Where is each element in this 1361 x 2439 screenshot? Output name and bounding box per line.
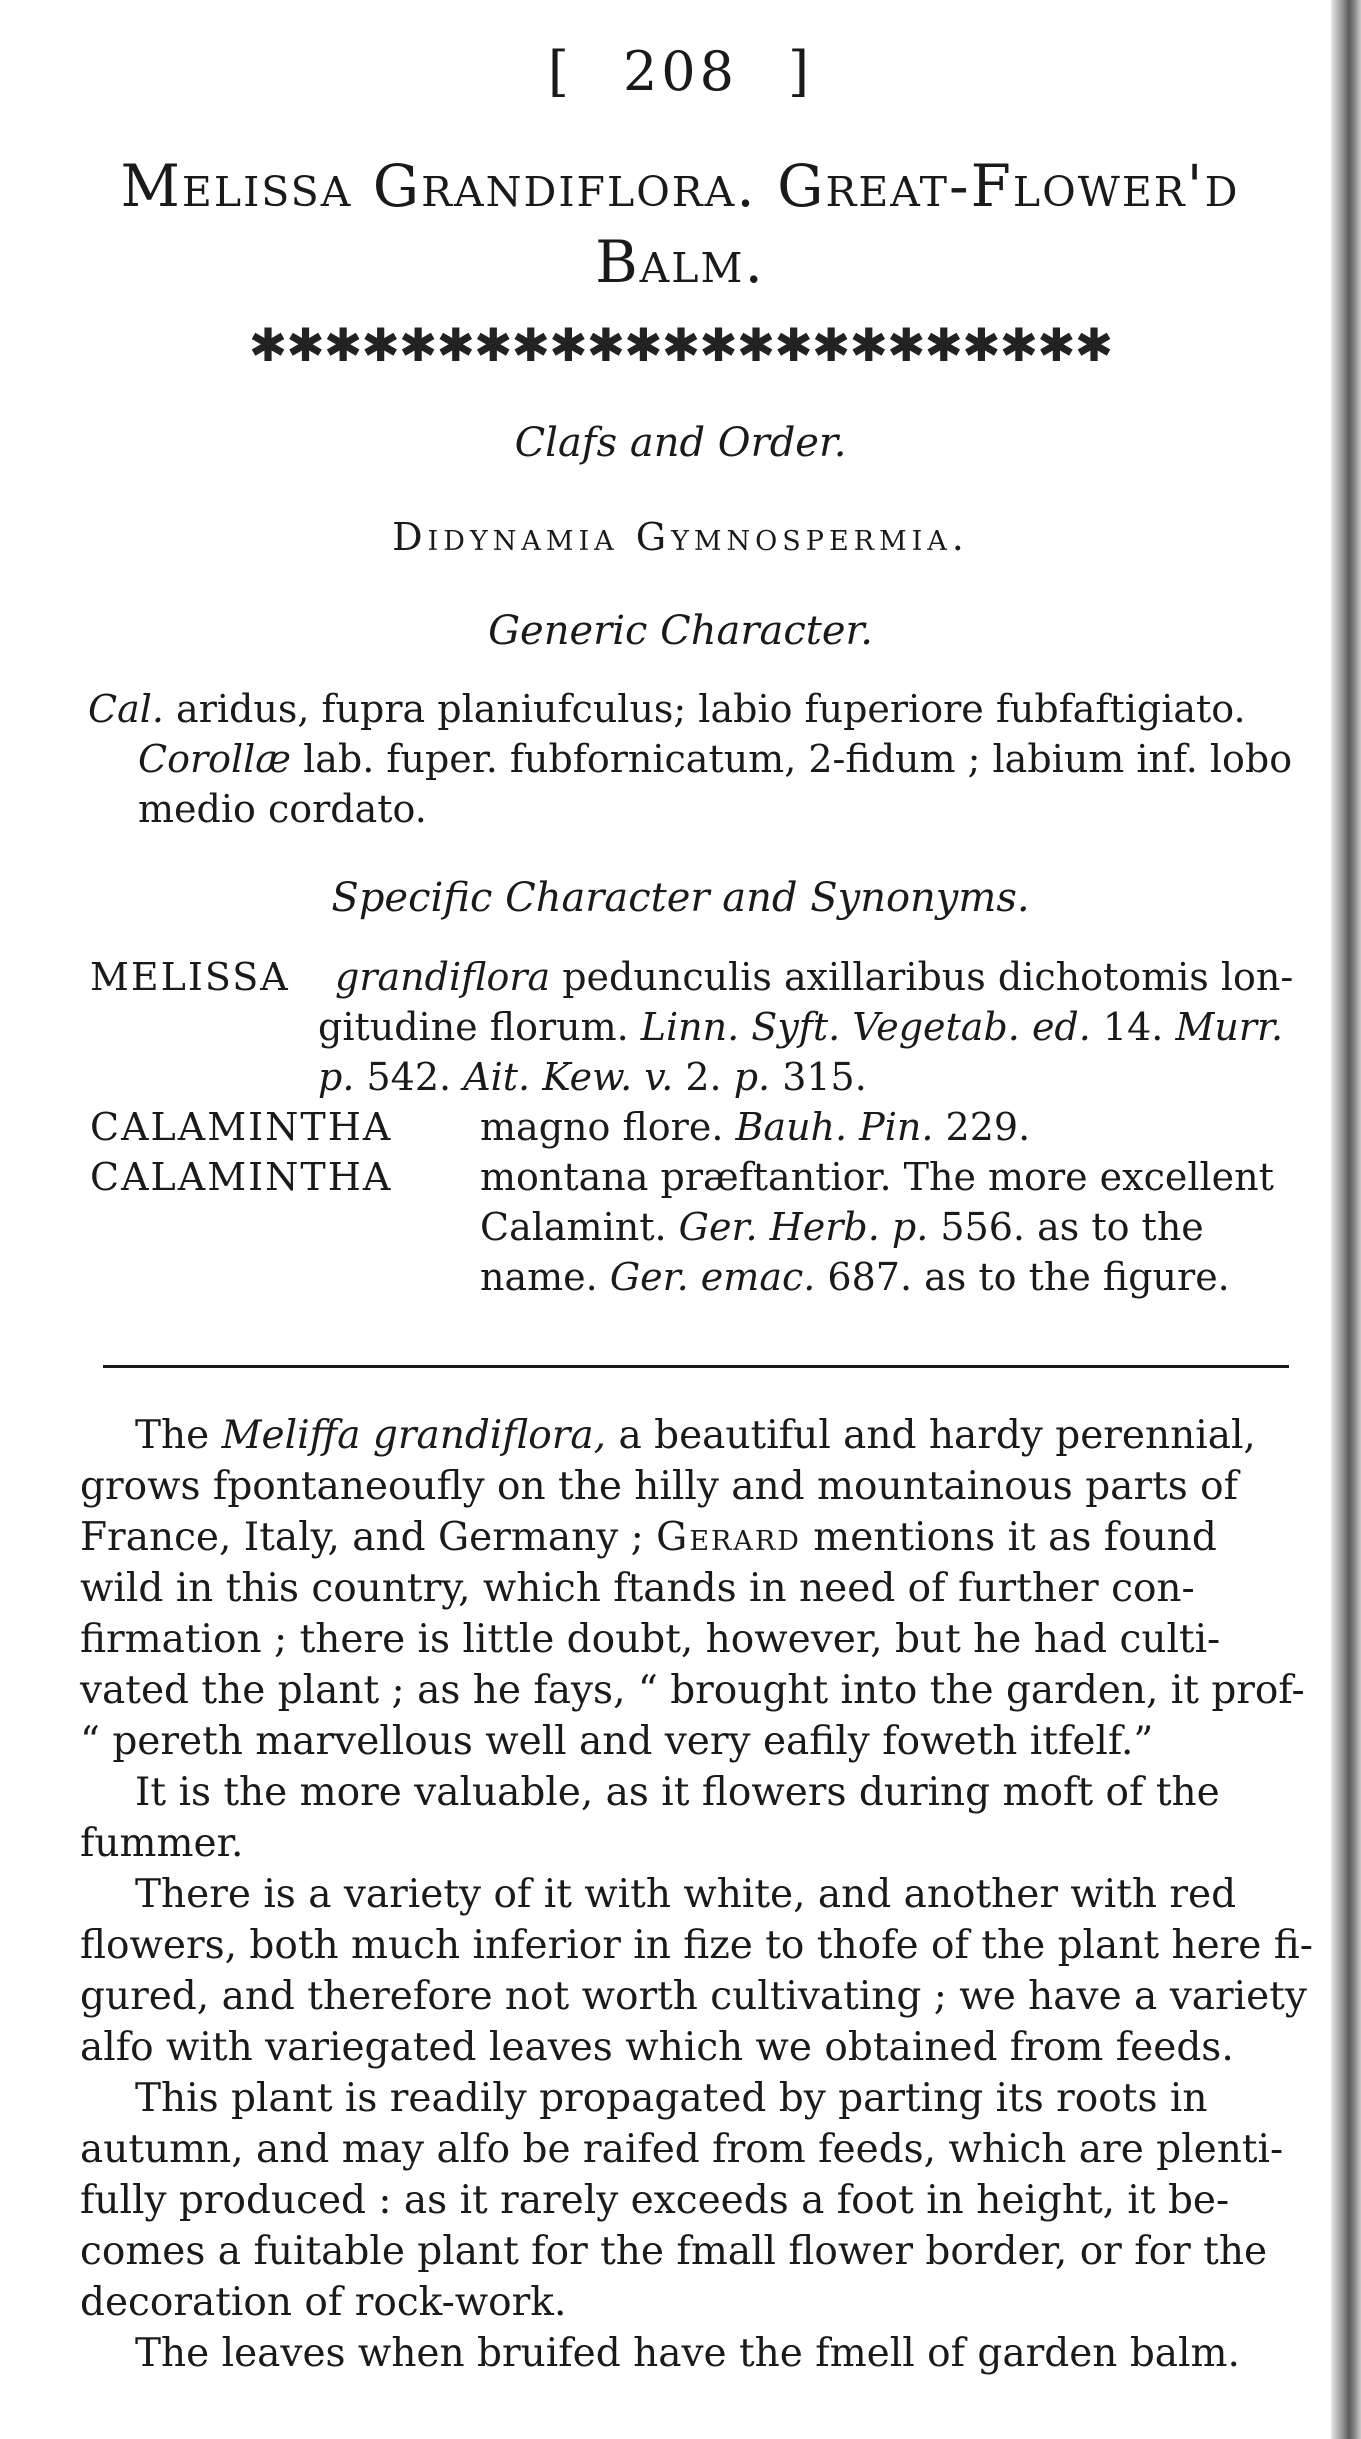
synonym-line [335, 952, 1293, 1002]
synonym-italic: Ger. emac. [609, 1255, 816, 1299]
body-line: flowers, both much inferior in fize to thofe of the plant here fi- [80, 1923, 1313, 1968]
specific-heading: Specific Character and Synonyms. [331, 875, 1030, 921]
page-number: 208 [622, 40, 739, 103]
body-line: grows fpontaneoufly on the hilly and mountainous parts of [80, 1464, 1239, 1509]
plant-title [60, 148, 1300, 300]
ornament-divider: ✱✱✱✱✱✱✱✱✱✱✱✱✱✱✱✱✱✱✱✱✱✱✱ [248, 318, 1113, 372]
body-line: alfo with variegated leaves which we obtained from feeds. [80, 2025, 1234, 2070]
class-order-value: Didynamia Gymnospermia. [392, 515, 969, 559]
synonym-text: pedunculis axillaribus dichotomis lon- [550, 955, 1294, 999]
body-line: There is a variety of it with white, and another with red [135, 1872, 1237, 1917]
body-line: fummer. [80, 1821, 244, 1866]
synonym-italic: Bauh. Pin. [735, 1105, 934, 1149]
generic-line: medio cordato. [138, 787, 427, 831]
description-text [80, 1410, 1313, 2379]
body-line: The leaves when bruifed have the fmell of garden balm. [135, 2331, 1240, 2376]
synonym-italic: p. [318, 1055, 355, 1099]
generic-line [88, 734, 1308, 784]
synonym-entry [90, 952, 1294, 1099]
body-text: mentions it as found [800, 1515, 1217, 1560]
synonym-text: gitudine florum. [318, 1005, 641, 1049]
body-line: vated the plant ; as he fays, “ brought into the garden, it prof- [80, 1668, 1305, 1713]
generic-text: lab. fuper. fubfornicatum, 2-fidum ; labium inf. lobo [291, 737, 1293, 781]
generic-character-text [88, 684, 1308, 834]
page-number-header [0, 40, 1361, 103]
body-line: fully produced : as it rarely exceeds a foot in height, it be- [80, 2178, 1230, 2223]
body-line: comes a fuitable plant for the fmall flower border, or for the [80, 2229, 1268, 2274]
body-line: autumn, and may alfo be raifed from feeds, which are plenti- [80, 2127, 1284, 2172]
section-rule [103, 1365, 1289, 1368]
synonym-italic: Ger. Herb. p. [678, 1205, 929, 1249]
generic-heading: Generic Character. [488, 608, 873, 654]
title-line-2: Balm. [595, 228, 765, 296]
synonym-text: 2. [673, 1055, 734, 1099]
synonym-name: CALAMINTHA [90, 1155, 393, 1199]
body-text: a beautiful and hardy perennial, [606, 1413, 1256, 1458]
body-line [80, 1410, 1302, 1461]
synonym-name: MELISSA [90, 955, 290, 999]
synonym-text: magno flore. [480, 1105, 736, 1149]
class-order-heading: Clafs and Order. [514, 420, 847, 466]
bracket-open: [ [547, 40, 573, 103]
generic-abbrev: Corollæ [138, 737, 292, 781]
body-text: France, Italy, and Germany ; [80, 1515, 657, 1560]
body-line: This plant is readily propagated by parting its roots in [135, 2076, 1208, 2121]
synonym-text: 556. as to the [928, 1205, 1204, 1249]
bracket-close: ] [788, 40, 814, 103]
body-line: gured, and therefore not worth cultivating ; we have a variety [80, 1974, 1307, 2019]
body-italic: Meliffa grandiflora, [221, 1413, 607, 1458]
title-line-1: Melissa Grandiflora. Great-Flower'd [120, 152, 1240, 220]
synonym-italic: grandiflora [335, 955, 551, 999]
generic-text: aridus, fupra planiufculus; labio fuperiore fubfaftigiato. [163, 687, 1246, 731]
synonym-italic: Linn. Syft. Vegetab. ed. [640, 1005, 1091, 1049]
synonym-text: 14. [1090, 1005, 1176, 1049]
body-line: It is the more valuable, as it flowers during moft of the [135, 1770, 1220, 1815]
body-line [80, 1512, 1302, 1563]
synonym-line [318, 1052, 867, 1102]
body-line: firmation ; there is little doubt, however, but he had culti- [80, 1617, 1221, 1662]
synonym-text: 687. as to the figure. [815, 1255, 1230, 1299]
body-line: wild in this country, which ftands in need of further con- [80, 1566, 1195, 1611]
synonym-name: CALAMINTHA [90, 1105, 393, 1149]
body-author-name: Gerard [656, 1515, 801, 1560]
synonym-italic: p. [733, 1055, 771, 1099]
synonym-entry [90, 1102, 1031, 1152]
generic-abbrev: Cal. [88, 687, 164, 731]
synonym-entry [90, 1152, 1274, 1299]
synonym-text: 542. [354, 1055, 464, 1099]
synonym-line [480, 1202, 1204, 1252]
synonym-italic: Murr. [1175, 1005, 1284, 1049]
synonym-text: 229. [933, 1105, 1031, 1149]
synonym-text: name. [480, 1255, 610, 1299]
synonym-text: 315. [770, 1055, 867, 1099]
synonym-line [318, 1002, 1283, 1052]
synonym-line: montana præftantior. The more excellent [480, 1155, 1274, 1199]
synonym-text: Calamint. [480, 1205, 679, 1249]
body-line: “ pereth marvellous well and very eafily foweth itfelf.” [80, 1719, 1154, 1764]
body-text: The [135, 1413, 222, 1458]
generic-line [88, 684, 1308, 734]
synonym-line [480, 1252, 1230, 1302]
synonym-italic: Ait. Kew. v. [463, 1055, 674, 1099]
synonym-line [480, 1102, 1030, 1152]
body-line: decoration of rock-work. [80, 2280, 567, 2325]
